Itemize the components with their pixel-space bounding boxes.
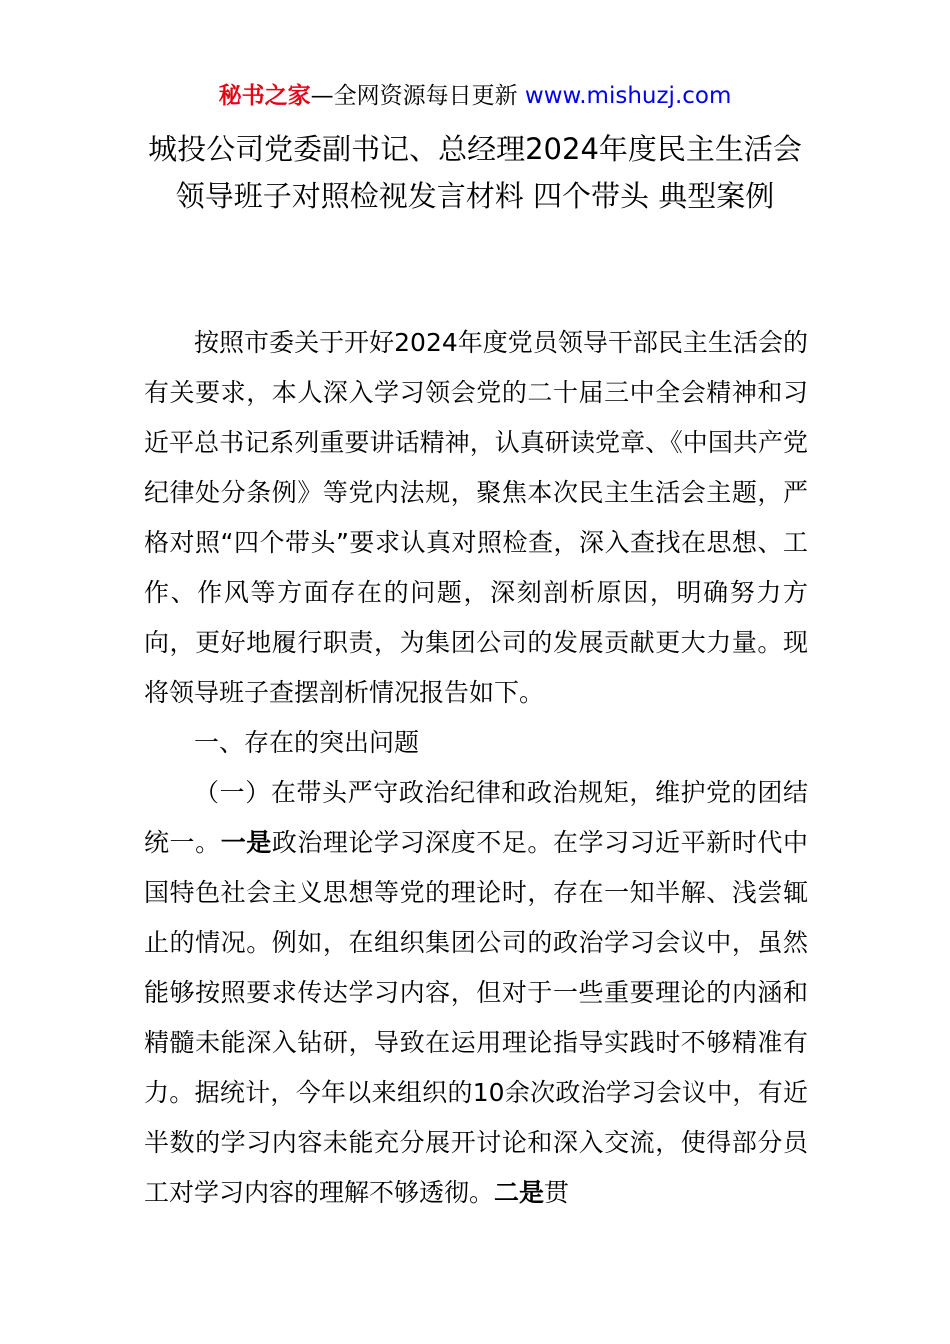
item-tail: 贯 [544,1178,570,1207]
item-lead: （一）在带头严守政治纪律和政治规矩，维护党的团结统一。 [144,778,808,857]
item-text: 政治理论学习深度不足。在学习习近平新时代中国特色社会主义思想等党的理论时，存在一知半解、浅尝辄止的情况。例如，在组织集团公司的政治学习会议中，虽然能够按照要求传达学习内容，但对于一些重要理论的内涵和精髓未能深入钻研，导致在运用理论指导实践时不够精准有力。据统计，今年以来组织的10余次政治学习会议中，有近半数的学习内容未能充分展开讨论和深入交流，使得部分员工对学习内容的理解不够透彻。 [144,828,808,1207]
brand-name: 秘书之家 [218,83,311,109]
document-body [144,318,808,1218]
site-header [0,79,950,113]
document-title: 城投公司党委副书记、总经理2024年度民主生活会领导班子对照检视发言材料 四个带头 典型案例 [148,132,802,213]
header-tagline: —全网资源每日更新 [310,83,518,109]
section-heading: 一、存在的突出问题 [194,728,420,757]
intro-paragraph: 按照市委关于开好2024年度党员领导干部民主生活会的有关要求，本人深入学习领会党的二十届三中全会精神和习近平总书记系列重要讲话精神，认真研读党章、《中国共产党纪律处分条例》等党内法规，聚焦本次民主生活会主题，严格对照“四个带头”要求认真对照检查，深入查找在思想、工作、作风等方面存在的问题，深刻剖析原因，明确努力方向，更好地履行职责，为集团公司的发展贡献更大力量。现将领导班子查摆剖析情况报告如下。 [144,328,808,707]
site-link[interactable]: www.mishuzj.com [524,83,732,109]
item-marker-first: 一是 [220,828,272,857]
item-paragraph [144,768,808,1218]
item-marker-second: 二是 [494,1178,545,1207]
